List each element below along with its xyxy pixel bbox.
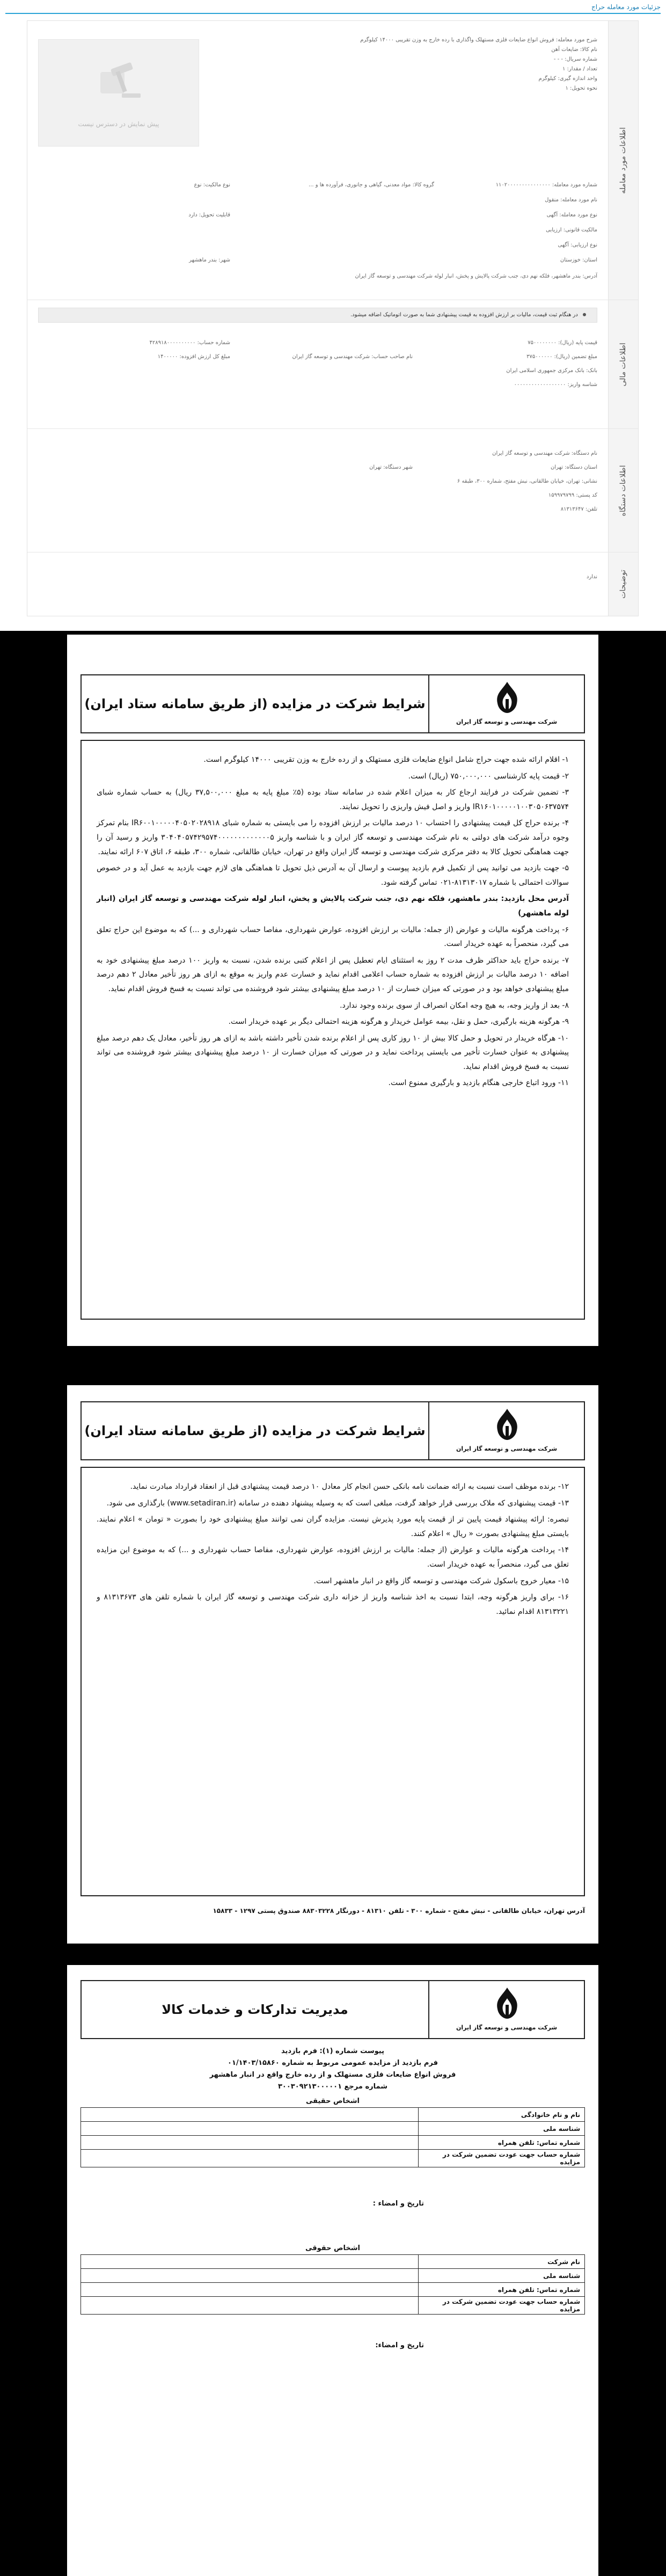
logo-box xyxy=(428,1402,584,1459)
document-page-2 xyxy=(67,1385,598,1944)
section-label: اطلاعات دستگاه xyxy=(619,464,627,516)
term-paragraph: ۵- جهت بازدید می توانید پس از تکمیل فرم بازدید پیوست و ارسال آن به آدرس ذیل تحویل تا هماهنگی های لازم جهت بازدید به عمل آید و در خصوص سوالات احتمالی با شماره ۸۱۳۱۳۰۱۷-۰۲۱ تماس گرفته شود. xyxy=(97,864,569,887)
term-paragraph: ۹- هرگونه هزینه بارگیری، حمل و نقل، بیمه عوامل خریدار و هرگونه هزینه احتمالی دیگر بر عهده خریدار است. xyxy=(228,1017,569,1027)
section-label: توضیحات xyxy=(619,570,627,599)
doc-title: مدیریت تدارکات و خدمات کالا xyxy=(162,2002,348,2017)
term-paragraph: ۳- تضمین شرکت در فرایند ارجاع کار به میزان اعلام شده در سامانه ستاد بوده (۵٪ مبلغ پایه به مبلغ ۳۷,۵۰۰,۰۰۰ ریال) به حساب شماره شبای IR۱۶۰۱۰۰۰۰۰۱۰۰۳۰۵۰۶۳۷۵۷۴ واریز و اصل فیش واریزی را تحویل نمایند. xyxy=(97,788,569,811)
table-cell-value[interactable] xyxy=(81,2150,419,2167)
table-title-companies: اشخاص حقوقی xyxy=(305,2244,361,2253)
table-cell-label: شماره حساب جهت عودت تضمین شرکت در مزایده xyxy=(419,2150,585,2167)
field-org-address: نشانی: تهران، خیابان طالقانی، نبش مفتح، شماره ۳۰۰، طبقه ۶ xyxy=(457,478,597,484)
table-cell-value[interactable] xyxy=(81,2297,419,2315)
term-paragraph: ۱۰- هرگاه خریدار در تحویل و حمل کالا بیش از ۱۰ روز کاری پس از اعلام برنده شدن تأخیر داشته باشد به ازای هر روز تأخیر، معادل یک دهم درصد مبلغ پیشنهادی به عنوان خسارت تأخیر می بایستی پرداخت نماید و در صورتی که میزان خسارت از ۱۰ درصد مبلغ پیشنهادی بیشتر شود فروشنده می تواند نسبت به فسخ فروش اقدام نماید. xyxy=(97,1034,569,1071)
table-cell-label: شماره تماس: تلفن همراه xyxy=(419,2283,585,2297)
field-org-phone: تلفن: ۸۱۳۱۳۶۴۷ xyxy=(560,506,597,512)
field-vat-total: مبلغ کل ارزش افزوده: ۱۴۰۰۰۰۰ xyxy=(157,354,230,360)
table-row xyxy=(81,2297,585,2315)
company-logo-icon xyxy=(491,1408,523,1441)
doc-footer-address: آدرس تهران، خیابان طالقانی - نبش مفتح - شماره ۳۰۰ - تلفن ۸۱۳۱۰ - دورنگار ۸۸۳۰۳۲۲۸ صندوق پستی ۱۲۹۷ - ۱۵۸۳۳ xyxy=(213,1907,585,1915)
term-paragraph: ۱۱- ورود اتباع خارجی هنگام بازدید و بارگیری ممنوع است. xyxy=(388,1079,569,1088)
doc-header xyxy=(80,1980,585,2039)
logo-caption: شرکت مهندسی و توسعه گاز ایران xyxy=(456,1445,558,1452)
term-paragraph: ۱۴- پرداخت هرگونه مالیات و عوارض (از جمله: مالیات بر ارزش افزوده، عوارض شهرداری، مفاصا حساب شهرداری و ...) که به موضوع این مزایده تعلق می گیرد، منحصراً به عهده خریدار است. xyxy=(97,1546,569,1569)
field-goods-group: گروه کالا: مواد معدنی، گیاهی و جانوری، فرآورده ها و ... xyxy=(309,182,434,188)
term-paragraph: ۱۵- معیار خروج باسکول شرکت مهندسی و توسعه گاز واقع در انبار ماهشهر است. xyxy=(313,1576,569,1585)
table-cell-value[interactable] xyxy=(81,2283,419,2297)
field-delivery: نحوه تحویل: ۱ xyxy=(565,85,597,91)
field-city: شهر: بندر ماهشهر xyxy=(189,257,230,263)
table-row xyxy=(81,2108,585,2122)
term-paragraph: ۶- پرداخت هرگونه مالیات و عوارض (از جمله: مالیات بر ارزش افزوده، عوارض شهرداری، مفاصا حساب شهرداری و ...) که به موضوع این حراج تعلق می گیرد، منحصراً به عهده خریدار است. xyxy=(97,925,569,949)
company-logo-icon xyxy=(491,681,523,714)
doc-title: شرایط شرکت در مزایده (از طریق سامانه ستاد ایران) xyxy=(84,1423,426,1438)
document-page-3 xyxy=(67,1965,598,2576)
table-cell-label: نام و نام خانوادگی xyxy=(419,2108,585,2122)
signature-line: تاریخ و امضاء : xyxy=(372,2200,424,2208)
page-header xyxy=(0,0,666,16)
field-evaluation-type: نوع ارزیابی: آگهی xyxy=(558,242,597,248)
table-cell-value[interactable] xyxy=(81,2122,419,2136)
table-cell-label: شناسه ملی xyxy=(419,2269,585,2283)
section-label: اطلاعات مورد معامله xyxy=(619,127,627,194)
table-cell-label: شناسه ملی xyxy=(419,2122,585,2136)
companies-table xyxy=(80,2254,585,2315)
field-account-owner: نام صاحب حساب: شرکت مهندسی و توسعه گاز ایران xyxy=(292,354,413,360)
document-page-1 xyxy=(67,635,598,1346)
item-image-placeholder xyxy=(38,39,199,147)
term-paragraph: ۱۲- برنده موظف است نسبت به ارائه ضمانت نامه بانکی حسن انجام کار معادل ۱۰ درصد قیمت پیشنهادی قبل از انعقاد قرارداد مبادرت نماید. xyxy=(130,1482,569,1491)
table-cell-label: شماره حساب جهت عودت تضمین شرکت در مزایده xyxy=(419,2297,585,2315)
term-paragraph: ۸- بعد از واریز وجه، به هیچ وجه امکان انصراف از سوی برنده وجود ندارد. xyxy=(340,1001,569,1010)
field-deliverable: قابلیت تحویل: دارد xyxy=(188,212,230,218)
table-title-individuals: اشخاص حقیقی xyxy=(305,2097,360,2106)
field-account-number: شماره حساب: ۴۲۸۹۱۸۰۰۰۰۰۰۰۰۰۰ xyxy=(149,340,230,346)
doc-header xyxy=(80,674,585,733)
term-paragraph: ۴- برنده حراج کل قیمت پیشنهادی را احتساب ۱۰ درصد مالیات بر ارزش افزوده را می بایستی به شماره شبای IR۶۰۰۱۰۰۰۰۰۴۰۵۰۲۰۲۸۹۱۸ بنام تمرکز وجوه درآمد شرکت های دولتی به نام شرکت مهندسی و توسعه گاز ایران و با شناسه واریز ۳۰۴۰۴۰۵۷۴۲۹۵۷۴۰۰۰۰۰۰۰۰۰۰۰۰۰۵ واریز و رسید آن را جهت هماهنگی تحویل کالا به دفتر مرکزی شرکت مهندسی و توسعه گاز ایران واقع در تهران، خیابان طالقانی، شماره ۳۰۰، طبقه ۶، اتاق ۶۰۷ ارائه نمایند. xyxy=(97,819,569,856)
table-cell-value[interactable] xyxy=(81,2108,419,2122)
field-quantity: تعداد / مقدار: ۱ xyxy=(562,66,597,72)
term-paragraph: ۷- برنده حراج باید حداکثر ظرف مدت ۲ روز به استثنای ایام تعطیل پس از اعلام کتبی برنده شدن، نسبت به واریز ۱۰۰ درصد مبلغ پیشنهادی خود به اضافه ۱۰ درصد مالیات بر ارزش افزوده به شماره حساب اعلامی اقدام نماید و خسارت عدم واریز به موقع به ازای هر روز تأخیر معادل ۲ دهم درصد مبلغ پیشنهادی خواهد بود و در صورتی که میزان خسارت از ۱۰ درصد مبلغ پیشنهادی بیشتر شود فروشنده می تواند نسبت به فسخ فروش اقدام نماید. xyxy=(97,956,569,993)
field-item-name: نام کالا: ضایعات آهن xyxy=(551,47,597,53)
header-divider xyxy=(5,13,661,14)
form-heading-line: فروش انواع ضایعات فلزی مستهلک و از رده خارج واقع در انبار ماهشهر xyxy=(209,2071,456,2079)
form-heading-line: پیوست شماره (۱): فرم بازدید xyxy=(281,2047,384,2055)
field-bank: بانک: بانک مرکزی جمهوری اسلامی ایران xyxy=(506,368,597,374)
field-province: استان: خوزستان xyxy=(560,257,597,263)
section-organization-info xyxy=(27,429,638,552)
field-org-city: شهر دستگاه: تهران xyxy=(369,464,413,470)
field-org-province: استان دستگاه: تهران xyxy=(551,464,597,470)
field-ownership: نوع مالکیت: نوع xyxy=(194,182,230,188)
section-financial-info xyxy=(27,300,638,429)
table-row xyxy=(81,2150,585,2167)
section-label-column xyxy=(608,552,638,616)
field-description: شرح مورد معامله: فروش انواع ضایعات فلزی مستهلک واگذاری با رده خارج به وزن تقریبی ۱۴۰۰۰ کیلوگرم xyxy=(360,37,597,43)
logo-box xyxy=(428,1981,584,2038)
logo-caption: شرکت مهندسی و توسعه گاز ایران xyxy=(456,718,558,725)
field-transaction-type: نوع مورد معامله: آگهی xyxy=(546,212,597,218)
signature-line: تاریخ و امضاء: xyxy=(375,2341,424,2350)
image-placeholder-text: پیش نمایش در دسترس نیست xyxy=(78,120,159,128)
section-label-column xyxy=(608,300,638,428)
details-form xyxy=(27,20,639,616)
company-logo-icon xyxy=(491,1986,523,2020)
doc-header xyxy=(80,1401,585,1460)
section-notes xyxy=(27,552,638,616)
field-base-price: قیمت پایه (ریال): ۷۵۰۰۰۰۰۰۰۰ xyxy=(528,340,597,346)
field-guarantee: مبلغ تضمین (ریال): ۳۷۵۰۰۰۰۰۰ xyxy=(526,354,597,360)
table-row xyxy=(81,2255,585,2269)
term-paragraph: ۱۳- قیمت پیشنهادی که ملاک بررسی قرار خواهد گرفت، مبلغی است که به وسیله پیشنهاد دهنده در سامانه (www.setadiran.ir) بارگذاری می شود. xyxy=(106,1498,569,1508)
individuals-table xyxy=(80,2107,585,2167)
term-paragraph: تبصره: ارائه پیشنهاد قیمت پایین تر از قیمت پایه مورد پذیرش نیست. مزایده گران نمی توانند مبلغ پیشنهادی خود را بصورت « تومان » اعلام نمایند. بایستی مبلغ پیشنهادی بصورت « ریال » اعلام کنند. xyxy=(97,1515,569,1538)
field-org-postal: کد پستی: ۱۵۹۹۷۹۷۹۹ xyxy=(548,492,597,498)
table-row xyxy=(81,2122,585,2136)
field-item-number: شماره مورد معامله: ۱۱۰۲۰۰۰۰۰۰۰۰۰۰۰۰۰۰۰ xyxy=(495,182,597,188)
section-label-column xyxy=(608,429,638,552)
term-paragraph: آدرس محل بازدید: بندر ماهشهر، فلکه نهم دی، جنب شرکت پالایش و پخش، انبار لوله شرکت مهندسی و توسعه گاز ایران (انبار لوله ماهشهر) xyxy=(97,894,569,918)
section-item-info xyxy=(27,21,638,300)
doc-title: شرایط شرکت در مزایده (از طریق سامانه ستاد ایران) xyxy=(84,696,426,711)
field-deposit-id: شناسه واریز: ۰۰۰۰۰۰۰۰۰۰۰۰۰۰۰۰۰۰ xyxy=(514,382,597,388)
table-row xyxy=(81,2269,585,2283)
table-cell-value[interactable] xyxy=(81,2136,419,2150)
section-label-column xyxy=(608,21,638,300)
term-paragraph: ۱۶- برای واریز هرگونه وجه، ابتدا نسبت به اخذ شناسه واریز از خزانه داری شرکت مهندسی و توسعه گاز ایران با شماره تلفن های ۸۱۳۱۳۶۷۳ و ۸۱۳۱۳۲۲۱ اقدام نمائید. xyxy=(97,1593,569,1616)
table-cell-label: نام شرکت xyxy=(419,2255,585,2269)
doc-terms-body xyxy=(80,740,585,1320)
doc-terms-body xyxy=(80,1467,585,1896)
table-row xyxy=(81,2283,585,2297)
table-cell-value[interactable] xyxy=(81,2255,419,2269)
page-title: جزئیات مورد معامله حراج xyxy=(591,3,661,11)
logo-box xyxy=(428,675,584,732)
bullet-icon xyxy=(583,313,586,316)
section-label: اطلاعات مالی xyxy=(619,342,627,387)
field-unit: واحد اندازه گیری: کیلوگرم xyxy=(538,76,597,82)
field-legal-ownership: مالکیت قانونی: ارزیابی xyxy=(546,227,597,233)
form-heading-line: فرم بازدید از مزایده عمومی مربوط به شماره ۰۱/۱۴۰۳/۱۵۸۶۰ xyxy=(228,2059,438,2068)
notes-text: ندارد xyxy=(586,574,597,580)
term-paragraph: ۱- اقلام ارائه شده جهت حراج شامل انواع ضایعات فلزی مستهلک و از رده خارج به وزن تقریبی ۱۴۰۰۰ کیلوگرم است. xyxy=(203,755,569,764)
vat-notice xyxy=(38,308,597,323)
visit-form-body xyxy=(80,2046,585,2382)
term-paragraph: ۲- قیمت پایه کارشناسی ۷۵۰,۰۰۰,۰۰۰ (ریال) است. xyxy=(408,772,569,781)
vat-notice-text: در هنگام ثبت قیمت، مالیات بر ارزش افزوده به قیمت پیشنهادی شما به صورت اتوماتیک اضافه میشود. xyxy=(350,312,578,318)
field-item-type: نام مورد معامله: منقول xyxy=(545,197,597,203)
field-address: آدرس: بندر ماهشهر، فلکه نهم دی، جنب شرکت پالایش و پخش، انبار لوله شرکت مهندسی و توسعه گاز ایران xyxy=(355,273,597,279)
table-row xyxy=(81,2136,585,2150)
table-cell-label: شماره تماس: تلفن همراه xyxy=(419,2136,585,2150)
gavel-icon xyxy=(95,61,143,104)
field-org-name: نام دستگاه: شرکت مهندسی و توسعه گاز ایران xyxy=(492,450,597,456)
logo-caption: شرکت مهندسی و توسعه گاز ایران xyxy=(456,2024,558,2031)
table-cell-value[interactable] xyxy=(81,2269,419,2283)
form-heading-line: شماره مرجع ۳۰۰۳۰۹۲۱۳۰۰۰۰۰۱ xyxy=(277,2083,387,2091)
field-serial: شماره سریال: - - - xyxy=(553,56,597,62)
